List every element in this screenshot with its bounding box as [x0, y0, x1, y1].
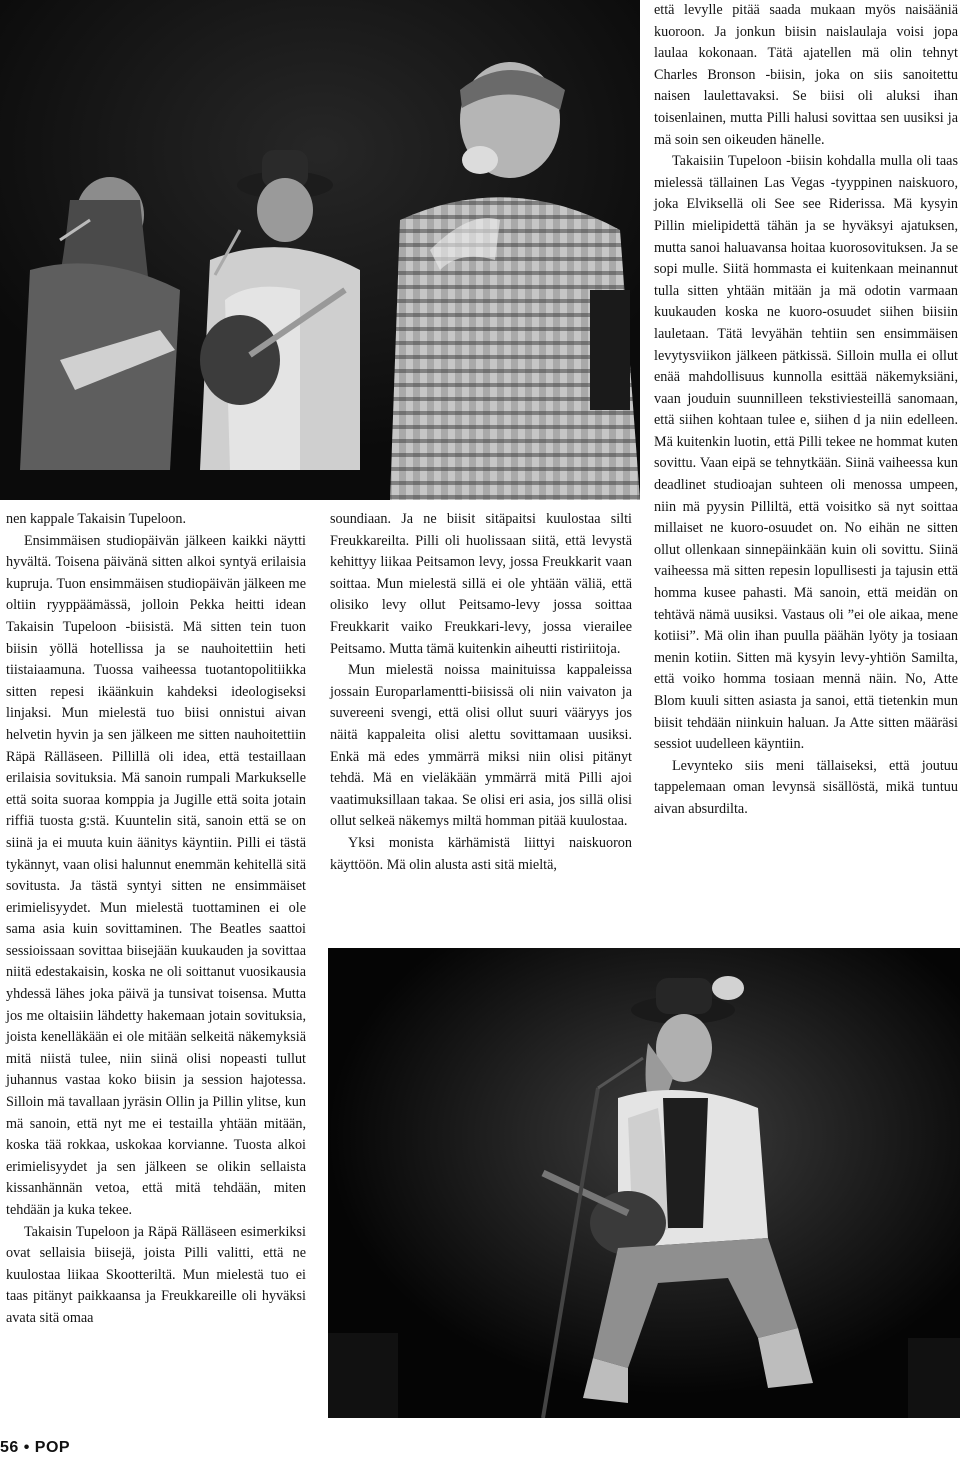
article-paragraph: Levynteko siis meni tällaiseksi, että joutuu tappelemaan oman levynsä sisällöstä, mikä tuntuu aivan absurdilta. — [654, 757, 958, 817]
article-paragraph: Takaisiin Tupeloon -biisin kohdalla mulla oli taas mielessä tällainen Las Vegas -tyyppinen naiskuoro, joka Elviksellä oli See see Riderissa. Mä kysyin Pillin mielipidettä tähän ja se hyväksyi ajatuksen, mutta sanoi haluavansa hoitaa kuorosovituksen. Ja se sopi mulle. Siitä hommasta ei kuitenkaan meinannut tulla sitten yhtään mitään ja mä odotin varmaan kuukauden koska ne kuoro-osuudet siihen biisiin lauletaan. Tätä levyähän tehtiin sen ensimmäisen levytysviikon jälkeen pätkissä. Silloin mulla ei ollut enää mahdollisuus kunnolla esittää näkemyksiäni, vaan jouduin suunnilleen tekstiviesteillä sanomaan, että siihen kohtaan tulee e, siihen d ja niin edelleen. Mä kuitenkin luotin, että Pilli tekee ne hommat kuten sovittu. Vaan eipä se tehnytkään. Siinä vaiheessa kun deadlinet studioajan suhteen oli menossa umpeen, niin mä pyysin Pilliltä, että voisitko sä nyt soittaa millaiset ne kuoro-osuudet on. No eihän ne sitten ollut ollenkaan sinnepäinkään kuin oli sovittu. Siinä vaiheessa mä sitten repesin lopullisesti ja tajusin että homma kusee pahasti. Mä sanoin, että meidän on tehtävä nämä uusiksi. Vastaus oli ”ei ole aikaa, mene kotiisi”. Mä olin ihan puulla päähän lyöty ja tosiaan menin kotiin. Sitten mä kysyin levy-yhtiön Samilta, että voiko homma tosiaan mennä näin. No, Atte Blom kuuli sitten asiasta ja sanoi, että tietenkin mun biisit tehdään niinkuin haluan. Ja Atte sitten määräsi sessiot uudelleen käyntiin. — [654, 153, 958, 753]
article-column-right — [654, 0, 958, 821]
article-paragraph: Yksi monista kärhämistä liittyi naiskuoron käyttöön. Mä olin alusta asti sitä mieltä, — [330, 834, 632, 873]
article-paragraph: Takaisin Tupeloon ja Räpä Rälläseen esimerkiksi ovat sellaisia biisejä, joista Pilli valitti, että ne kuulostaa liikaa Skootteriltä. Mun mielestä tuo ei taas pitänyt paikkaansa ja Freukkareille oli hyväksi avata sitä omaa — [6, 1223, 306, 1326]
article-paragraph: Ensimmäisen studiopäivän jälkeen kaikki näytti hyvältä. Toisena päivänä sitten alkoi syntyä erilaisia kupruja. Tuon ensimmäisen studiopäivän jälkeen me oltiin ryyppäämässä, jolloin Pekka heitti idean Takaisin Tupeloon -biisistä. Mä sitten tein tuon biisin yöllä hotellissa ja se nauhoitettiin heti tiistaiaamuna. Tuossa vaiheessa tuotantopolitiikka sitten repesi ikäänkuin kahdeksi ideologiseksi linjaksi. Mun mielestä tuo biisi onnistui aivan helvetin hyvin ja sen jälkeen me sitten nauhoitettiin Räpä Rälläseen. Pillillä oli idea, että testaillaan erilaisia sovituksia. Mä sanoin rumpali Markukselle että soita suoraa komppia ja Jugille että soita jotain riffiä tuosta g:stä. Kuuntelin sitä, sanoin että se on siinä ja ei muuta kuin äänitys käyntiin. Pilli ei tästä tykännyt, vaan olisi halunnut enemmän kehitellä sitä sovitusta. Ja tästä syntyi sitten ne ensimmäiset erimielisyydet. Mun mielestä tuottaminen ei ole sama asia kuin sovittaminen. The Beatles saattoi sessioissaan sovittaa biisejään kuukauden ja sovittaa niitä edestakaisin, koska ne oli soittanut vuosikausia yhdessä lähes joka päivä ja tunsivat toisensa. Mutta jos me oltaisiin lähdetty hakemaan jotain sovituksia, joista kenelläkään ei ole mitään selkeitä näkemyksiä mitä niistä tulee, niin siinä olisi nopeasti tullut juhannus vastaa koko biisin ja session hajotessa. Silloin mä tavallaan jyräsin Ollin ja Pillin ylitse, kun mä sanoin, että nyt me ei testailla yhtään mitään, koska tää rokkaa, uskokaa korvianne. Tuosta alkoi erimielisyydet ja sen jälkeen se olikin sellaista kissanhännän vetoa, että mitä tehdään, miten tehdään ja kuka tekee. — [6, 532, 306, 1218]
concert-photo-art — [0, 0, 640, 500]
page-folio: 56 • POP — [0, 1439, 71, 1456]
article-paragraph: nen kappale Takaisin Tupeloon. — [6, 511, 187, 527]
article-paragraph: soundiaan. Ja ne biisit sitäpaitsi kuulostaa silti Freukkareilta. Pilli oli huolissaan siitä, että levystä kehittyy liikaa Peitsamon levy, jossa Freukkarit vaan soittaa. Mun mielestä sillä ei ole yhtään väliä, että olisiko levy ollut Peitsamo-levy jossa soittaa Freukkarit vaiko Freukkari-levy, jossa vierailee Peitsamo. Mutta tämä kuitenkin aiheutti ristiriitoja. — [330, 511, 632, 657]
seated-guitarist-art — [328, 948, 960, 1418]
article-column-middle — [330, 509, 632, 876]
article-paragraph: Mun mielestä noissa mainituissa kappaleissa jossain Europarlamentti-biisissä oli niin vaivaton ja suvereeni svengi, että olisi ollut suuri vääryys jos näitä kappaleita olisi alettu sovittamaan uusiksi. Enkä mä edes ymmärrä miksi niin olisi pitänyt tehdä. Mä en vieläkään ymmärrä mitä Pilli ajoi vaatimuksillaan takaa. Se olisi eri asia, jos sillä olisi ollut selkeä näkemys miltä homman pitää kuulostaa. — [330, 662, 632, 830]
concert-photo-three-performers — [0, 0, 640, 500]
concert-photo-seated-guitarist — [328, 948, 960, 1418]
article-column-left — [6, 509, 306, 1330]
article-paragraph: että levylle pitää saada mukaan myös naisääniä kuoroon. Ja jonkun biisin naislaulaja voisi jopa laulaa kokonaan. Tätä ajatellen mä olin tehnyt Charles Bronson -biisin, joka on siis sanoitettu naisen laulettavaksi. Se biisi oli aluksi ihan toisenlainen, mutta Pilli halusi sovittaa sen uusiksi ja mä soin sen oikeuden hänelle. — [654, 2, 958, 148]
